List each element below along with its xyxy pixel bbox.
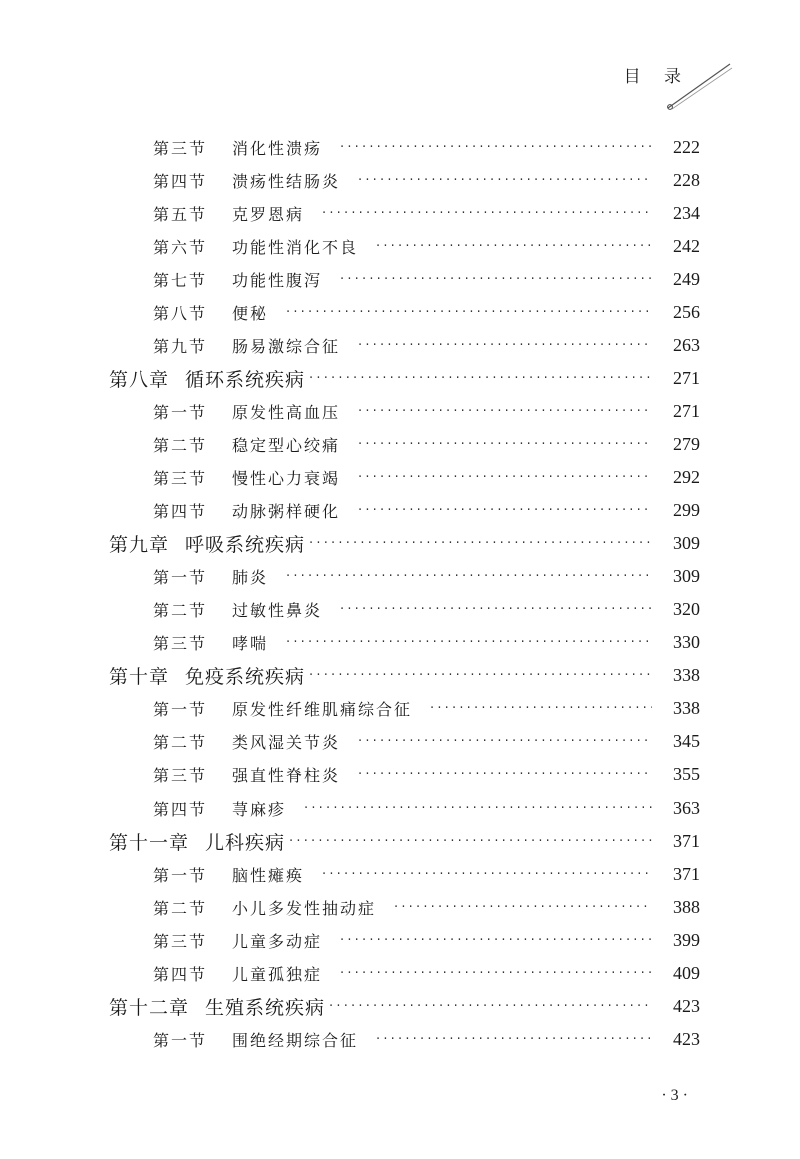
entry-number: 第七节 [153, 270, 208, 290]
dot-leader [322, 206, 652, 221]
dot-leader [430, 701, 652, 716]
pen-stroke-decoration [664, 60, 734, 112]
entry-page-number: 423 [673, 995, 700, 1016]
toc-section-entry[interactable] [153, 231, 700, 261]
toc-section-entry[interactable] [153, 628, 700, 658]
dot-leader [376, 239, 652, 254]
entry-title: 儿童多动症 [232, 931, 323, 951]
entry-number: 第六节 [153, 237, 208, 257]
entry-title: 动脉粥样硬化 [232, 502, 341, 522]
entry-title: 儿科疾病 [205, 831, 286, 854]
entry-page-number: 320 [673, 599, 700, 620]
entry-title: 类风湿关节炎 [232, 733, 341, 753]
entry-page-number: 309 [673, 566, 700, 587]
dot-leader [309, 668, 652, 683]
dot-leader [358, 437, 652, 452]
entry-page-number: 279 [673, 433, 700, 454]
dot-leader [340, 966, 652, 981]
dot-leader [286, 635, 652, 650]
dot-leader [309, 371, 652, 386]
entry-title: 肠易激综合征 [232, 336, 341, 356]
dot-leader [286, 569, 652, 584]
entry-page-number: 256 [673, 301, 700, 322]
dot-leader [358, 338, 652, 353]
toc-section-entry[interactable] [153, 330, 700, 360]
entry-title: 稳定型心绞痛 [232, 435, 341, 455]
entry-page-number: 242 [673, 235, 700, 256]
toc-section-entry[interactable] [153, 958, 700, 988]
entry-page-number: 338 [673, 698, 700, 719]
entry-number: 第一节 [153, 1030, 208, 1050]
dot-leader [376, 1032, 652, 1047]
dot-leader [340, 933, 652, 948]
entry-number: 第十章 [109, 666, 170, 689]
entry-number: 第三节 [153, 931, 208, 951]
entry-page-number: 388 [673, 896, 700, 917]
entry-page-number: 271 [673, 367, 700, 388]
entry-page-number: 355 [673, 764, 700, 785]
toc-section-entry[interactable] [153, 198, 700, 228]
toc-section-entry[interactable] [153, 165, 700, 195]
toc-chapter-entry[interactable] [109, 826, 700, 856]
entry-page-number: 292 [673, 467, 700, 487]
entry-page-number: 271 [673, 400, 700, 421]
toc-section-entry[interactable] [153, 595, 700, 625]
dot-leader [358, 734, 652, 749]
entry-number: 第二节 [153, 898, 208, 918]
entry-page-number: 249 [673, 268, 700, 289]
entry-number: 第八节 [153, 303, 208, 323]
entry-page-number: 234 [673, 202, 700, 223]
toc-section-entry[interactable] [153, 793, 700, 823]
entry-page-number: 222 [673, 136, 700, 157]
dot-leader [340, 140, 652, 155]
dot-leader [286, 305, 652, 320]
entry-number: 第四节 [153, 964, 208, 984]
toc-chapter-entry[interactable] [109, 991, 700, 1021]
entry-page-number: 263 [673, 334, 700, 355]
entry-number: 第一节 [153, 568, 208, 588]
toc-section-entry[interactable] [153, 396, 700, 426]
entry-title: 荨麻疹 [232, 799, 287, 819]
entry-title: 生殖系统疾病 [205, 996, 326, 1019]
entry-title: 小儿多发性抽动症 [232, 898, 377, 918]
entry-page-number: 363 [673, 797, 700, 818]
toc-section-entry[interactable] [153, 297, 700, 327]
toc-chapter-entry[interactable] [109, 363, 700, 393]
entry-page-number: 409 [673, 962, 700, 983]
entry-number: 第三节 [153, 138, 208, 158]
entry-number: 第九节 [153, 336, 208, 356]
entry-page-number: 309 [673, 533, 700, 554]
entry-title: 溃疡性结肠炎 [232, 171, 341, 191]
dot-leader [309, 536, 652, 551]
toc-chapter-entry[interactable] [109, 661, 700, 691]
page-number: · 3 · [661, 1087, 688, 1104]
entry-number: 第三节 [153, 766, 208, 786]
entry-title: 循环系统疾病 [185, 368, 306, 391]
entry-page-number: 399 [673, 929, 700, 950]
dot-leader [394, 900, 652, 915]
entry-number: 第一节 [153, 402, 208, 422]
toc-section-entry[interactable] [153, 496, 700, 526]
entry-title: 哮喘 [232, 634, 269, 654]
entry-title: 消化性溃疡 [232, 138, 323, 158]
dot-leader [358, 503, 652, 518]
dot-leader [304, 801, 652, 816]
entry-title: 脑性瘫痪 [232, 865, 305, 885]
toc-section-entry[interactable] [153, 463, 700, 493]
entry-page-number: 299 [673, 500, 700, 521]
entry-title: 儿童孤独症 [232, 964, 323, 984]
entry-title: 功能性腹泻 [232, 270, 323, 290]
toc-section-entry[interactable] [153, 429, 700, 459]
entry-number: 第九章 [109, 534, 170, 557]
entry-title: 原发性高血压 [232, 402, 341, 422]
entry-title: 克罗恩病 [232, 204, 305, 224]
toc-section-entry[interactable] [153, 694, 700, 724]
toc-section-entry[interactable] [153, 892, 700, 922]
toc-section-entry[interactable] [153, 1024, 700, 1054]
dot-leader [358, 470, 652, 485]
toc-chapter-entry[interactable] [109, 529, 700, 559]
page-header-title: 目 录 [623, 67, 690, 87]
entry-page-number: 345 [673, 731, 700, 752]
toc-section-entry[interactable] [153, 859, 700, 889]
entry-title: 呼吸系统疾病 [185, 534, 306, 557]
entry-number: 第二节 [153, 601, 208, 621]
toc-section-entry[interactable] [153, 562, 700, 592]
toc-section-entry[interactable] [153, 132, 700, 162]
entry-number: 第二节 [153, 733, 208, 753]
entry-number: 第十二章 [109, 996, 190, 1019]
entry-page-number: 371 [673, 863, 700, 884]
toc-section-entry[interactable] [153, 727, 700, 757]
entry-title: 肺炎 [232, 568, 269, 588]
dot-leader [358, 767, 652, 782]
dot-leader [329, 999, 652, 1014]
dot-leader [358, 173, 652, 188]
dot-leader [358, 404, 652, 419]
entry-title: 便秘 [232, 303, 269, 323]
entry-title: 原发性纤维肌痛综合征 [232, 700, 413, 720]
dot-leader [340, 602, 652, 617]
entry-number: 第四节 [153, 171, 208, 191]
toc-section-entry[interactable] [153, 264, 700, 294]
toc-section-entry[interactable] [153, 925, 700, 955]
entry-title: 慢性心力衰竭 [232, 469, 341, 488]
entry-number: 第十一章 [109, 831, 190, 854]
entry-page-number: 423 [673, 1028, 700, 1049]
dot-leader [289, 834, 652, 849]
entry-number: 第八章 [109, 368, 170, 391]
dot-leader [340, 272, 652, 287]
entry-title: 功能性消化不良 [232, 237, 359, 257]
entry-title: 围绝经期综合征 [232, 1030, 359, 1050]
entry-page-number: 228 [673, 169, 700, 190]
entry-number: 第四节 [153, 799, 208, 819]
entry-page-number: 371 [673, 830, 700, 851]
entry-page-number: 338 [673, 665, 700, 686]
entry-page-number: 330 [673, 632, 700, 653]
entry-title: 强直性脊柱炎 [232, 766, 341, 786]
toc-section-entry[interactable] [153, 760, 700, 790]
entry-title: 免疫系统疾病 [185, 666, 306, 689]
dot-leader [322, 867, 652, 882]
entry-number: 第三节 [153, 469, 208, 488]
entry-title: 过敏性鼻炎 [232, 601, 323, 621]
entry-number: 第五节 [153, 204, 208, 224]
entry-number: 第三节 [153, 634, 208, 654]
entry-number: 第一节 [153, 865, 208, 885]
entry-number: 第一节 [153, 700, 208, 720]
entry-number: 第二节 [153, 435, 208, 455]
entry-number: 第四节 [153, 502, 208, 522]
